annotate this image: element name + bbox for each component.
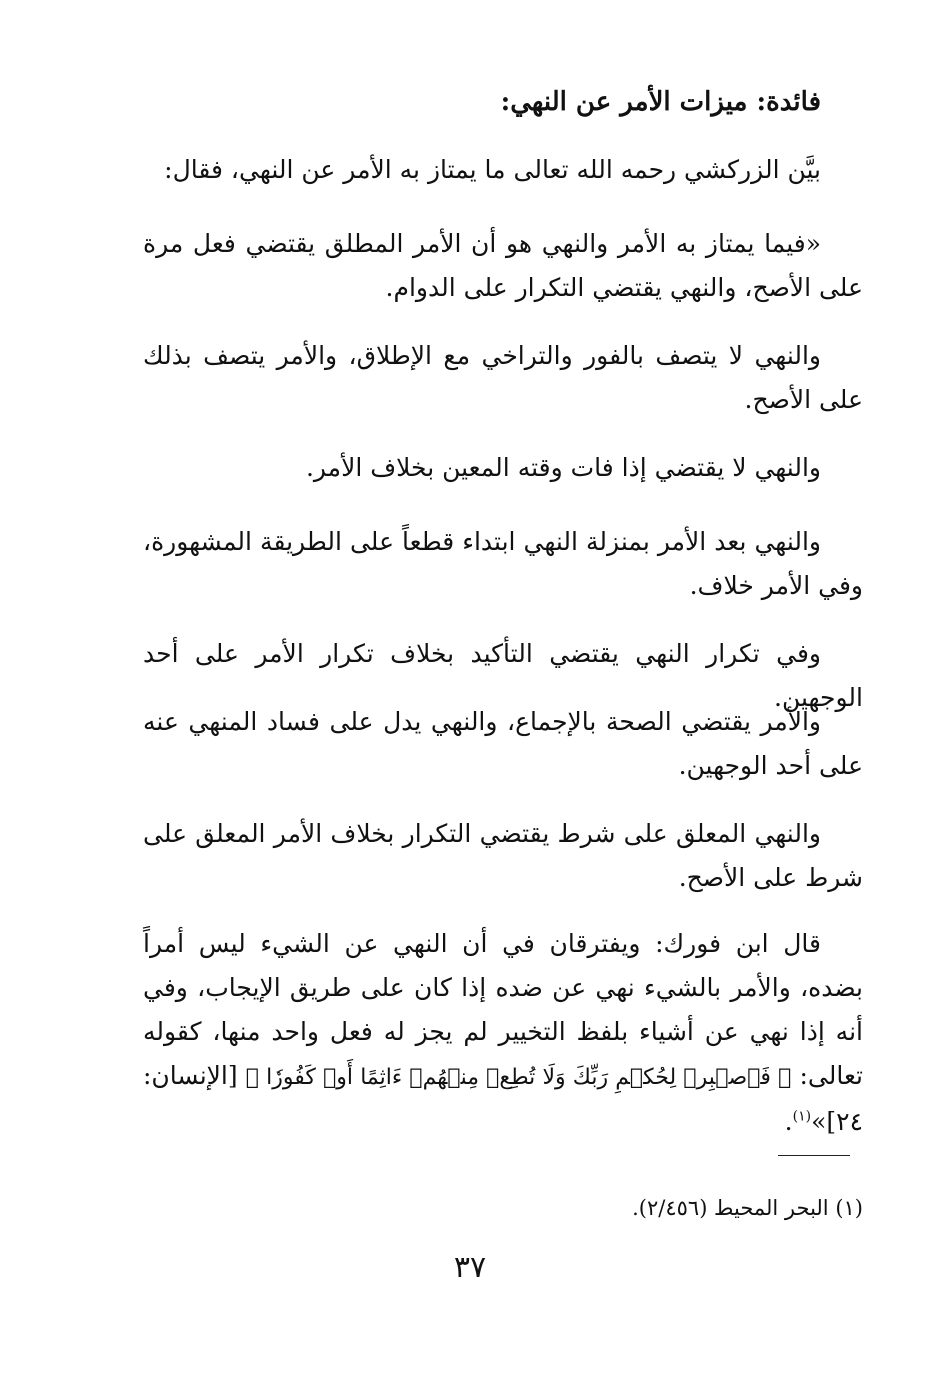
page-number: ٣٧ <box>453 1250 487 1285</box>
paragraph-ibn-furak <box>143 922 863 1144</box>
footnote-marker: (١) <box>792 1108 812 1125</box>
paragraph-after-command <box>143 520 863 608</box>
paragraph-missed-time <box>143 446 863 490</box>
paragraph-body: قال ابن فورك: ويفترقان في أن النهي عن الشيء ليس أمراً بضده، والأمر بالشيء نهي عن ضده إذا كان على طريق الإيجاب، وفي أنه إذا نهي عن أشياء بلفظ التخيير لم يجز له فعل واحد منها، كقوله تعالى: <box>143 929 864 1090</box>
paragraph-conditional <box>143 812 863 900</box>
quran-verse: ﴿ فَٱصۡبِرۡ لِحُكۡمِ رَبِّكَ وَلَا تُطِعۡ مِنۡهُمۡ ءَاثِمًا أَوۡ كَفُورٗا ﴾ <box>245 1065 792 1090</box>
paragraph-text <box>143 922 863 1144</box>
paragraph-text: «فيما يمتاز به الأمر والنهي هو أن الأمر المطلق يقتضي فعل مرة على الأصح، والنهي يقتضي التكرار على الدوام. <box>143 229 863 302</box>
paragraph-text: والنهي بعد الأمر بمنزلة النهي ابتداء قطعاً على الطريقة المشهورة، وفي الأمر خلاف. <box>143 527 863 600</box>
paragraph-text: والأمر يقتضي الصحة بالإجماع، والنهي يدل على فساد المنهي عنه على أحد الوجهين. <box>143 707 863 780</box>
paragraph-immediacy <box>143 334 863 422</box>
paragraph-validity <box>143 700 863 788</box>
paragraph-text: والنهي المعلق على شرط يقتضي التكرار بخلاف الأمر المعلق على شرط على الأصح. <box>143 819 863 892</box>
sentence-end: . <box>784 1107 793 1136</box>
paragraph-text: والنهي لا يقتضي إذا فات وقته المعين بخلاف الأمر. <box>305 453 821 482</box>
footnote-divider <box>778 1155 850 1156</box>
paragraph-quote-start <box>143 222 863 310</box>
paragraph-intro <box>143 148 863 192</box>
section-heading: فائدة: ميزات الأمر عن النهي: <box>500 87 821 117</box>
paragraph-text: بيَّن الزركشي رحمه الله تعالى ما يمتاز به الأمر عن النهي، فقال: <box>164 155 821 184</box>
footnote: (١) البحر المحيط (٢/٤٥٦). <box>632 1196 863 1220</box>
paragraph-text: وفي تكرار النهي يقتضي التأكيد بخلاف تكرار الأمر على أحد الوجهين. <box>143 639 863 712</box>
quran-citation: [الإنسان: ٢٤]» <box>143 1061 863 1136</box>
paragraph-text: والنهي لا يتصف بالفور والتراخي مع الإطلاق، والأمر يتصف بذلك على الأصح. <box>143 341 863 414</box>
